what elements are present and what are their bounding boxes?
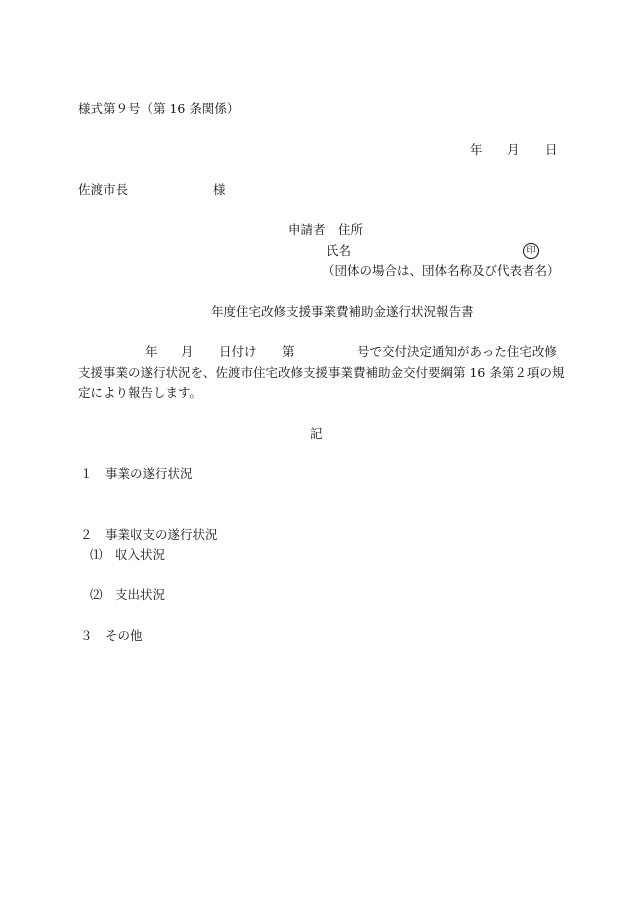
body-line1-tail: 号で交付決定通知があった住宅改修 <box>357 344 557 359</box>
body-line3: 定により報告します。 <box>78 385 203 400</box>
body-line2: 支援事業の遂行状況を、佐渡市住宅改修支援事業費補助金交付要綱第 16 条第２項の規 <box>78 365 565 380</box>
section-3: ３ その他 <box>80 628 143 643</box>
applicant-name-label: 氏名 <box>326 243 352 258</box>
body-dated: 日付け <box>219 344 257 359</box>
date-day: 日 <box>545 142 558 157</box>
section-2: ２ 事業収支の遂行状況 <box>80 527 218 542</box>
form-number: 様式第９号（第 16 条関係） <box>78 101 240 116</box>
section-2-2: ⑵ 支出状況 <box>90 587 166 602</box>
applicant-address-label: 住所 <box>338 222 364 237</box>
document-title: 年度住宅改修支援事業費補助金遂行状況報告書 <box>211 304 474 319</box>
applicant-org-note: （団体の場合は、団体名称及び代表者名） <box>322 263 560 278</box>
date-month: 月 <box>507 142 520 157</box>
ki-heading: 記 <box>310 426 323 441</box>
applicant-role: 申請者 <box>288 222 326 237</box>
body-number-prefix: 第 <box>282 344 295 359</box>
section-1: １ 事業の遂行状況 <box>80 466 193 481</box>
addressee-honorific: 様 <box>213 182 226 197</box>
section-2-1: ⑴ 収入状況 <box>90 547 166 562</box>
body-month: 月 <box>181 344 194 359</box>
seal-mark: 印 <box>523 243 539 259</box>
addressee-mayor: 佐渡市長 <box>78 182 129 197</box>
body-year: 年 <box>145 344 158 359</box>
date-year: 年 <box>470 142 483 157</box>
